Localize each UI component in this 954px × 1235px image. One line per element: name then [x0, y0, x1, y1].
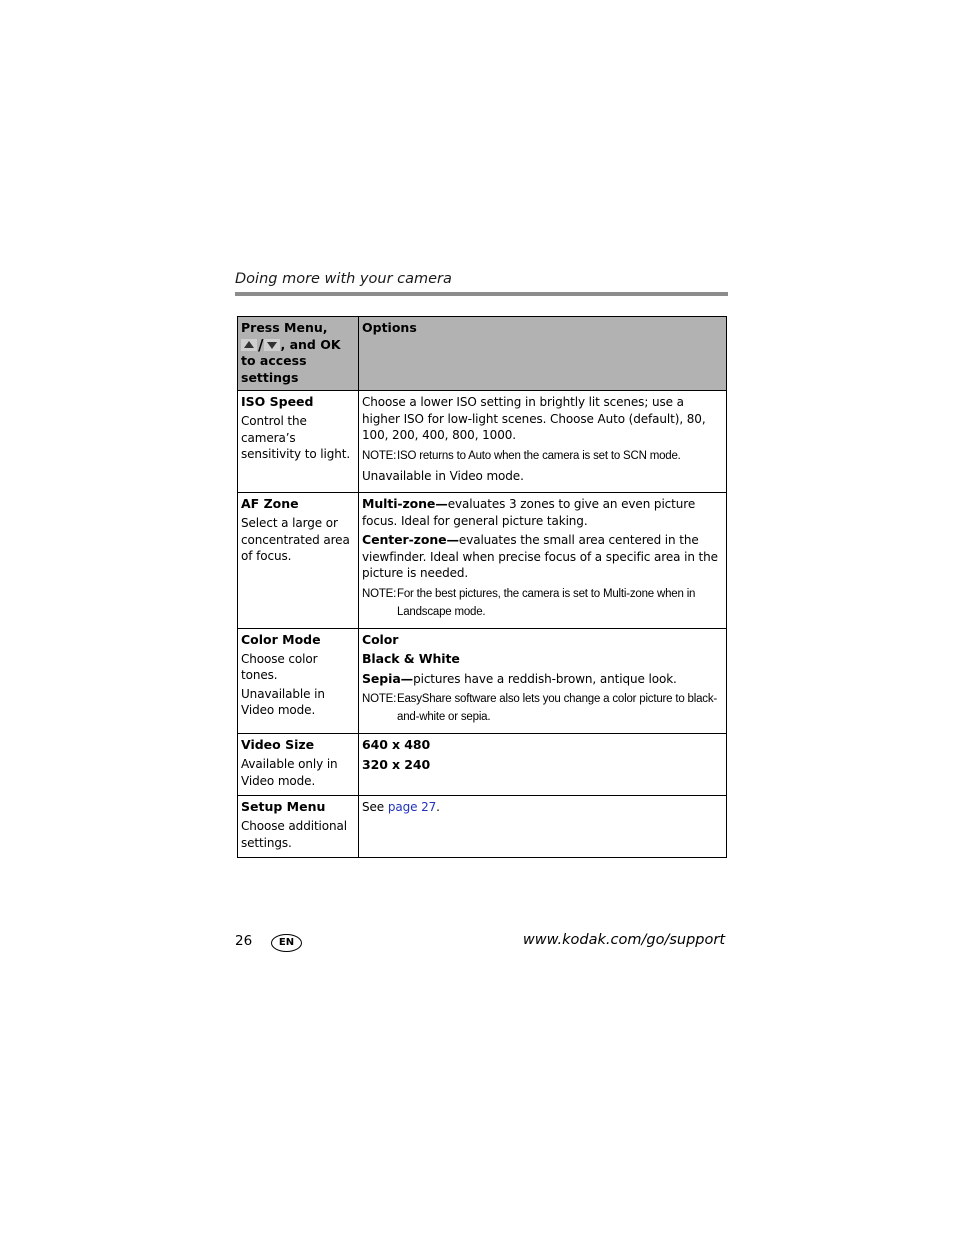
option-sepia — [362, 671, 722, 688]
table-row-setup-menu — [238, 796, 727, 858]
setting-name: AF Zone — [241, 496, 299, 511]
note-label: NOTE: — [362, 587, 397, 600]
note-text: For the best pictures, the camera is set to Multi-zone when in Landscape mode. — [397, 587, 696, 618]
option-text: See — [362, 800, 388, 814]
table-row-af-zone — [238, 493, 727, 629]
page-number: 26 — [235, 933, 253, 949]
table-header-row — [238, 317, 727, 391]
setting-name: Color Mode — [241, 631, 321, 647]
section-title: Doing more with your camera — [235, 271, 452, 287]
up-arrow-icon — [241, 339, 257, 351]
table-row-color-mode — [238, 628, 727, 734]
note-label: NOTE: — [362, 449, 397, 462]
table-row-video-size — [238, 734, 727, 796]
settings-table — [237, 316, 727, 858]
option-name: Center-zone— — [362, 532, 459, 547]
options-cell — [359, 493, 727, 629]
setting-description: Control the camera’s sensitivity to light. — [241, 414, 351, 461]
page-27-link[interactable]: page 27 — [387, 800, 437, 814]
option-center-zone — [362, 532, 722, 582]
option-320x240 — [362, 757, 722, 774]
option-name: Color — [362, 631, 399, 647]
option-color — [362, 632, 722, 649]
option-text: . — [436, 800, 440, 814]
option-name: 320 x 240 — [362, 756, 431, 772]
setting-name: Setup Menu — [241, 799, 326, 814]
options-cell — [359, 628, 727, 734]
setting-description: Choose additional settings. — [241, 819, 348, 850]
note-text: EasyShare software also lets you change a color picture to black-and-white or sepia. — [397, 693, 718, 723]
col1-header-pre: Press Menu, — [241, 320, 328, 335]
setting-description: Available only in Video mode. — [241, 757, 338, 788]
setting-description: Choose color tones. — [241, 651, 318, 682]
table-row-iso-speed — [238, 391, 727, 493]
option-see-page — [362, 799, 722, 816]
options-cell — [359, 734, 727, 796]
option-640x480 — [362, 737, 722, 754]
header-rule — [235, 292, 728, 296]
note — [362, 690, 722, 726]
col2-header: Options — [359, 317, 727, 391]
up-down-arrows — [241, 335, 280, 354]
setting-cell — [238, 391, 359, 493]
option-text: evaluates 3 zones to give an even picture focus. Ideal for general picture taking. — [362, 497, 696, 528]
option-name: Multi-zone— — [362, 496, 448, 511]
setting-name: Video Size — [241, 737, 315, 752]
option-text: evaluates the small area centered in the viewfinder. Ideal when precise focus of a specific area in the picture is needed. — [362, 533, 718, 580]
setting-cell — [238, 796, 359, 858]
option-text: pictures have a reddish-brown, antique look. — [413, 671, 677, 686]
option-multi-zone — [362, 496, 722, 529]
slash: / — [258, 335, 264, 354]
option-black-white — [362, 651, 722, 668]
option-name: 640 x 480 — [362, 737, 431, 752]
note-text: ISO returns to Auto when the camera is set to SCN mode. — [397, 449, 681, 462]
col1-header — [238, 317, 359, 391]
setting-description: Unavailable in Video mode. — [241, 686, 325, 717]
note-label: NOTE: — [362, 693, 397, 705]
note — [362, 585, 722, 621]
setting-cell — [238, 734, 359, 796]
option-name: Sepia— — [362, 670, 414, 686]
note — [362, 447, 722, 465]
setting-cell — [238, 493, 359, 629]
option-name: Black & White — [362, 651, 460, 666]
setting-cell — [238, 628, 359, 734]
option-text: Choose a lower ISO setting in brightly lit scenes; use a higher ISO for low-light scenes. Choose Auto (default), 80, 100, 200, 400, 800, 1000. — [362, 395, 706, 442]
down-arrow-icon — [264, 339, 280, 351]
option-text: Unavailable in Video mode. — [362, 468, 524, 483]
setting-description: Select a large or concentrated area of focus. — [241, 516, 350, 563]
language-badge: EN — [271, 934, 302, 952]
setting-name: ISO Speed — [241, 394, 314, 409]
options-cell — [359, 796, 727, 858]
support-url: www.kodak.com/go/support — [522, 932, 725, 948]
col1-header-post: , and OK to access settings — [241, 336, 341, 385]
options-cell — [359, 391, 727, 493]
